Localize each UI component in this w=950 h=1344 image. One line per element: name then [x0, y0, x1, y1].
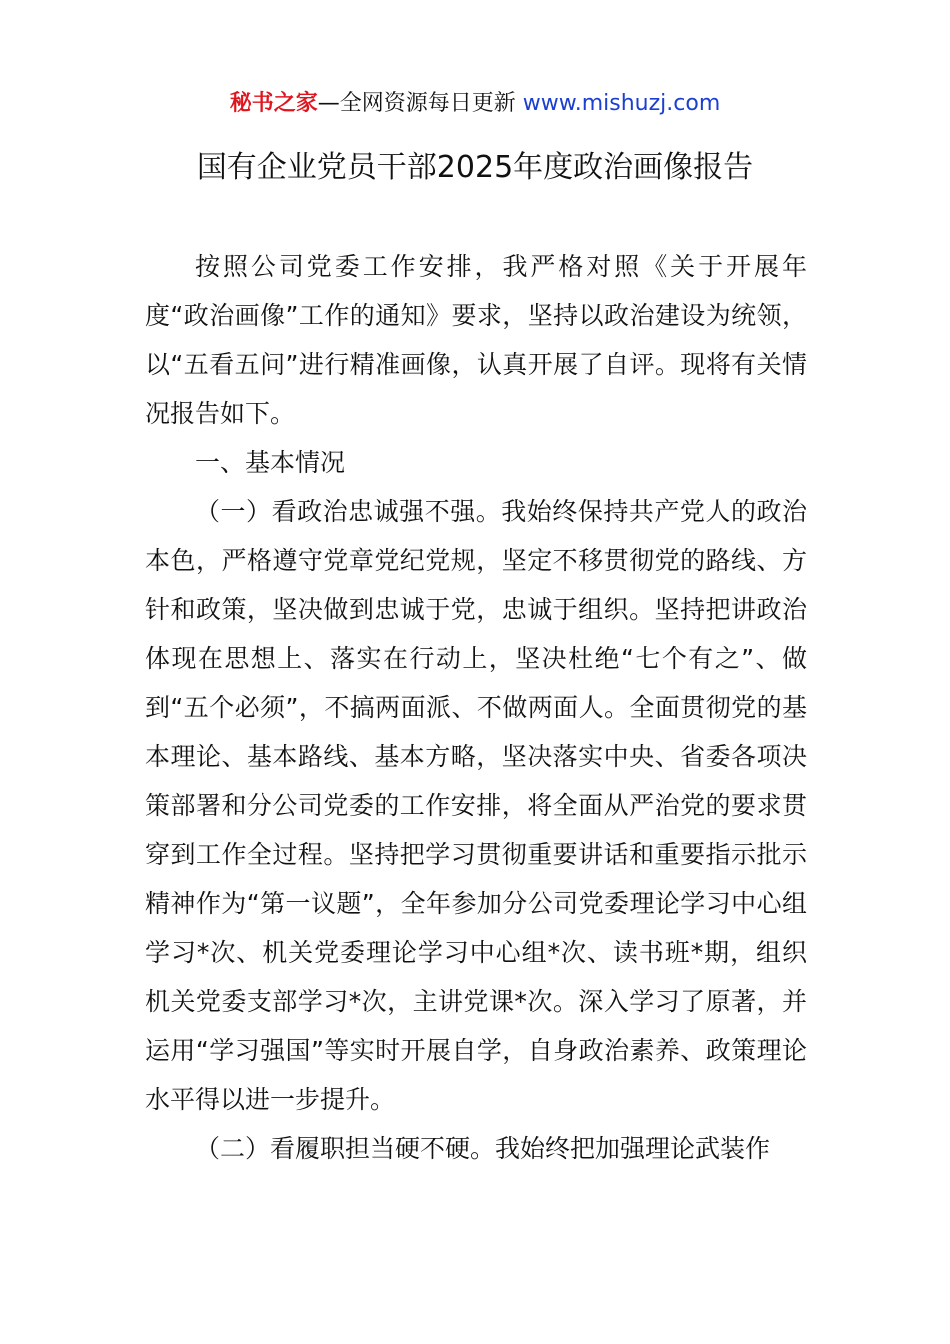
site-tagline: —全网资源每日更新: [317, 91, 516, 116]
site-brand: 秘书之家: [229, 91, 318, 116]
document-title: 国有企业党员干部2025年度政治画像报告: [196, 150, 754, 185]
document-body: [145, 242, 807, 1173]
section-heading: 一、基本情况: [195, 448, 346, 477]
body-paragraph: （一）看政治忠诚强不强。我始终保持共产党人的政治本色，严格遵守党章党纪党规，坚定不移贯彻党的路线、方针和政策，坚决做到忠诚于党，忠诚于组织。坚持把讲政治体现在思想上、落实在行动上，坚决杜绝“七个有之”、做到“五个必须”，不搞两面派、不做两面人。全面贯彻党的基本理论、基本路线、基本方略，坚决落实中央、省委各项决策部署和分公司党委的工作安排，将全面从严治党的要求贯穿到工作全过程。坚持把学习贯彻重要讲话和重要指示批示精神作为“第一议题”，全年参加分公司党委理论学习中心组学习*次、机关党委理论学习中心组*次、读书班*期，组织机关党委支部学习*次，主讲党课*次。深入学习了原著，并运用“学习强国”等实时开展自学，自身政治素养、政策理论水平得以进一步提升。: [145, 497, 807, 1114]
intro-paragraph: 按照公司党委工作安排，我严格对照《关于开展年度“政治画像”工作的通知》要求，坚持以政治建设为统领，以“五看五问”进行精准画像，认真开展了自评。现将有关情况报告如下。: [145, 252, 807, 428]
site-url-link[interactable]: www.mishuzj.com: [522, 91, 721, 116]
body-paragraph: （二）看履职担当硬不硬。我始终把加强理论武装作: [195, 1134, 771, 1163]
site-header: [0, 88, 950, 120]
